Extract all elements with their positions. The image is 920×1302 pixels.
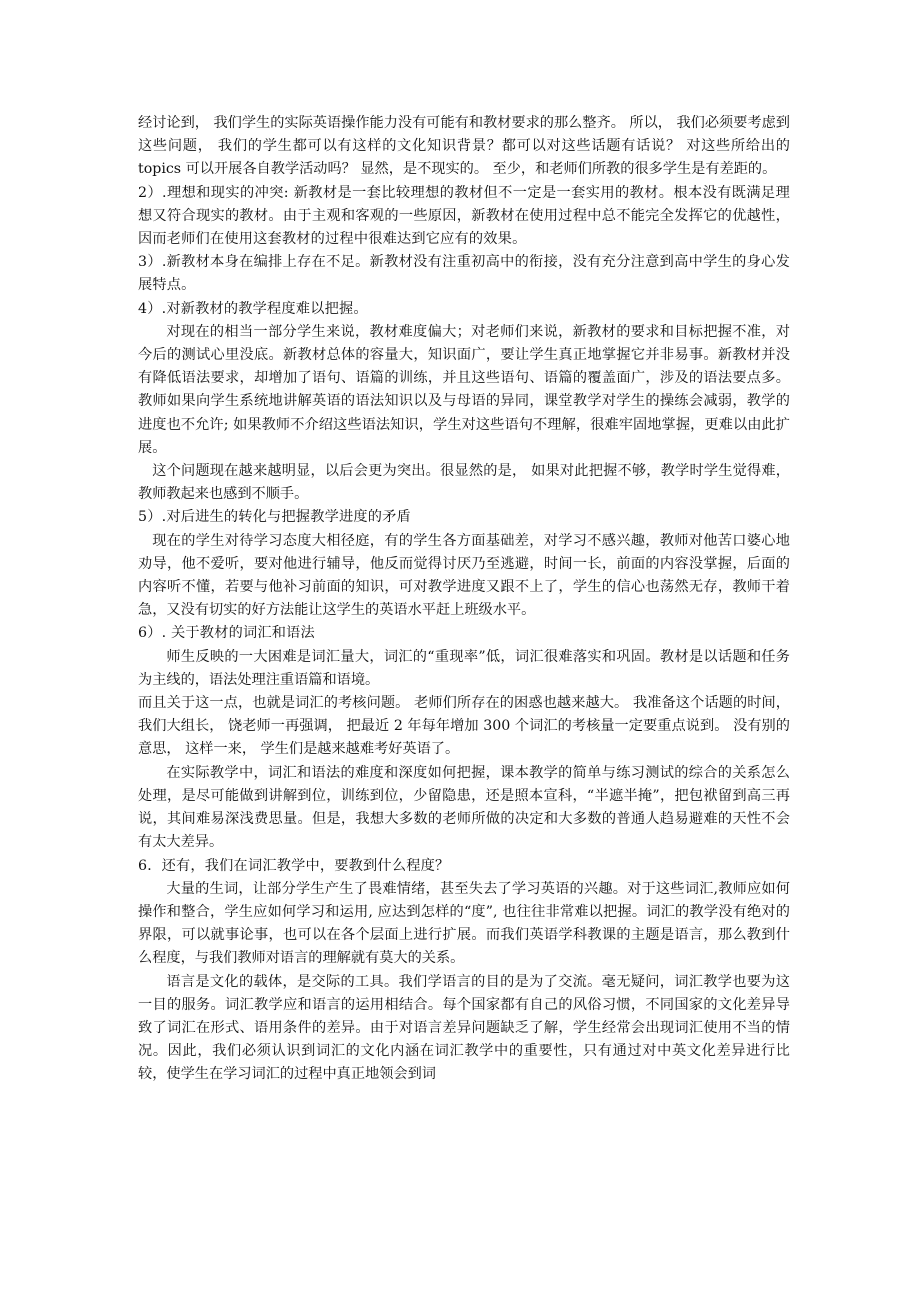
paragraph-point-3: 3）.新教材本身在编排上存在不足。新教材没有注重初高中的衔接，没有充分注意到高中学生的身心发展特点。 bbox=[138, 254, 790, 294]
paragraph-point-2: 2）.理想和现实的冲突: 新教材是一套比较理想的教材但不一定是一套实用的教材。根本没有既满足理想又符合现实的教材。由于主观和客观的一些原因，新教材在使用过程中总不能完全发挥它的优越性，因而老师们在使用这套教材的过程中很难达到它应有的效果。 bbox=[138, 184, 790, 248]
heading-vocab-teaching: 6．还有，我们在词汇教学中，要教到什么程度？ bbox=[138, 857, 450, 874]
paragraph-new-words: 大量的生词，让部分学生产生了畏难情绪，甚至失去了学习英语的兴趣。对于这些词汇,教师应如何操作和整合，学生应如何学习和运用, 应达到怎样的“度”, 也往往非常难以把握。词汇的教学没有绝对的界限，可以就事论事，也可以在各个层面上进行扩展。而我们英语学科教课的主题是语言，那么教到什么程度，与我们教师对语言的理解就有莫大的关系。 bbox=[138, 880, 790, 967]
paragraph-practice: 在实际教学中，词汇和语法的难度和深度如何把握，课本教学的简单与练习测试的综合的关系怎么处理，是尽可能做到讲解到位，训练到位，少留隐患，还是照本宣科，“半遮半掩”，把包袱留到高三再说，其间难易深浅费思量。但是，我想大多数的老师所做的决定和大多数的普通人趋易避难的天性不会有太大差异。 bbox=[138, 764, 790, 851]
paragraph-continuation: 经讨论到， 我们学生的实际英语操作能力没有可能有和教材要求的那么整齐。 所以， 我们必须要考虑到这些问题， 我们的学生都可以有这样的文化知识背景？都可以对这些话题有话说？ 对这些所给出的 topics 可以开展各自教学活动吗？ 显然，是不现实的。 至少，和老师们所教的很多学生是有差距的。 bbox=[138, 115, 790, 178]
paragraph-language-culture: 语言是文化的载体，是交际的工具。我们学语言的目的是为了交流。毫无疑问，词汇教学也要为这一目的服务。词汇教学应和语言的运用相结合。每个国家都有自己的风俗习惯，不同国家的文化差异导致了词汇在形式、语用条件的差异。由于对语言差异问题缺乏了解，学生经常会出现词汇使用不当的情况。因此，我们必须认识到词汇的文化内涵在词汇教学中的重要性，只有通过对中英文化差异进行比较，使学生在学习词汇的过程中真正地领会到词 bbox=[138, 973, 790, 1083]
paragraph-point-4-body: 对现在的相当一部分学生来说，教材难度偏大；对老师们来说，新教材的要求和目标把握不准，对今后的测试心里没底。新教材总体的容量大，知识面广，要让学生真正地掌握它并非易事。新教材并没有降低语法要求，却增加了语句、语篇的训练，并且这些语句、语篇的覆盖面广，涉及的语法要点多。教师如果向学生系统地讲解英语的语法知识以及与母语的异同，课堂教学对学生的操练会减弱，教学的进度也不允许; 如果教师不介绍这些语法知识，学生对这些语句不理解，很难牢固地掌握，更难以由此扩展。 bbox=[138, 323, 790, 456]
paragraph-vocab-difficulty: 师生反映的一大困难是词汇量大，词汇的“重现率”低，词汇很难落实和巩固。教材是以话题和任务为主线的，语法处理注重语篇和语境。 bbox=[138, 648, 790, 688]
paragraph-point-4-note: 这个问题现在越来越明显，以后会更为突出。很显然的是， 如果对此把握不够，教学时学生觉得难，教师教起来也感到不顺手。 bbox=[138, 463, 790, 503]
heading-point-5: 5）.对后进生的转化与把握教学进度的矛盾 bbox=[138, 509, 411, 526]
heading-point-4: 4）.对新教材的教学程度难以把握。 bbox=[138, 300, 368, 317]
paragraph-vocab-assessment: 而且关于这一点，也就是词汇的考核问题。 老师们所存在的困惑也越来越大。 我准备这个话题的时间， 我们大组长， 饶老师一再强调， 把最近 2 年每年增加 300 个词汇的考核量一定要重点说到。 没有别的意思， 这样一来， 学生们是越来越难考好英语了。 bbox=[138, 695, 790, 758]
document-page bbox=[138, 112, 790, 1087]
heading-point-6: 6）. 关于教材的词汇和语法 bbox=[138, 625, 315, 642]
paragraph-point-5-body: 现在的学生对待学习态度大相径庭，有的学生各方面基础差，对学习不感兴趣，教师对他苦口婆心地劝导，他不爱听，要对他进行辅导，他反而觉得讨厌乃至逃避，时间一长，前面的内容没掌握，后面的内容听不懂，若要与他补习前面的知识，可对教学进度又跟不上了，学生的信心也荡然无存，教师干着急，又没有切实的好方法能让这学生的英语水平赶上班级水平。 bbox=[138, 532, 790, 619]
